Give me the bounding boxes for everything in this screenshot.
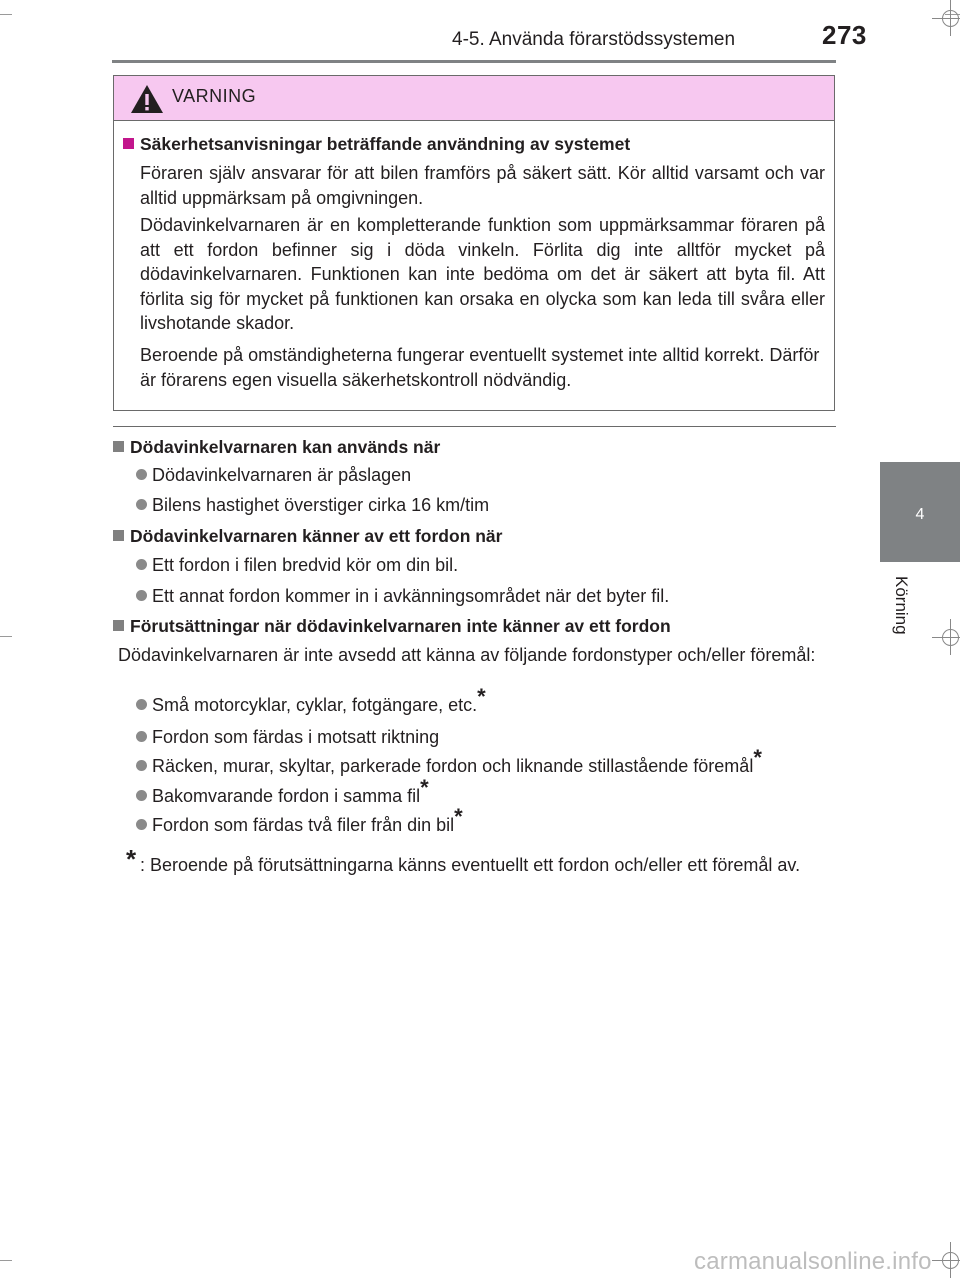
warning-heading-text: Säkerhetsanvisningar beträffande användning av systemet (140, 134, 631, 154)
registration-mark-icon (938, 6, 960, 30)
footnote-marker: * (126, 844, 137, 874)
list-item: Ett annat fordon kommer in i avkänningsområdet när det byter fil. (136, 586, 669, 607)
section-heading: Förutsättningar när dödavinkelvarnaren inte känner av ett fordon (113, 616, 671, 637)
warning-paragraph: Dödavinkelvarnaren är en kompletterande funktion som uppmärksammar föraren på att ett fordon befinner sig i döda vinkeln. Förlita dig inte alltför mycket på dödavinkelvarnaren. Funktionen kan inte bedöma om det är säkert att byta fil. Att förlita sig för mycket på funktionen kan orsaka en olycka som kan leda till svåra eller livshotande skador. (140, 215, 825, 333)
page-number: 273 (822, 20, 867, 50)
list-item: Ett fordon i filen bredvid kör om din bil. (136, 555, 458, 576)
chapter-tab (880, 462, 960, 562)
footnote-marker: * (420, 775, 429, 800)
watermark: carmanualsonline.info (694, 1248, 932, 1275)
bullet-dot-icon (136, 469, 147, 480)
footnote-marker: * (477, 684, 486, 709)
crop-mark (0, 14, 12, 15)
list-item: Små motorcyklar, cyklar, fotgängare, etc.* (136, 695, 486, 716)
crop-mark (0, 1260, 12, 1261)
registration-mark-icon (938, 625, 960, 649)
chapter-label-container (893, 576, 913, 646)
list-item: Fordon som färdas i motsatt riktning (136, 727, 439, 748)
header-rule (112, 60, 836, 63)
warning-paragraph: Beroende på omständigheterna fungerar eventuellt systemet inte alltid korrekt. Därför är förarens egen visuella säkerhetskontroll nödvändig. (140, 345, 820, 390)
footnote-marker: * (454, 804, 463, 829)
square-bullet-icon (123, 138, 134, 149)
registration-mark-icon (938, 1248, 960, 1272)
section-divider (113, 426, 836, 427)
bullet-dot-icon (136, 499, 147, 510)
section-heading: Dödavinkelvarnaren känner av ett fordon när (113, 526, 502, 547)
section-heading: Dödavinkelvarnaren kan används när (113, 437, 440, 458)
footnote-text: : Beroende på förutsättningarna känns eventuellt ett fordon och/eller ett föremål av. (140, 855, 801, 875)
list-item: Fordon som färdas två filer från din bil* (136, 815, 463, 836)
section-title: 4-5. Använda förarstödssystemen (452, 29, 736, 50)
square-bullet-icon (113, 530, 124, 541)
bullet-dot-icon (136, 590, 147, 601)
bullet-dot-icon (136, 559, 147, 570)
warning-heading (123, 134, 630, 155)
warning-paragraph: Föraren själv ansvarar för att bilen framförs på säkert sätt. Kör alltid varsamt och var alltid uppmärksam på omgivningen. (140, 163, 825, 208)
square-bullet-icon (113, 441, 124, 452)
footnote-marker: * (753, 745, 762, 770)
chapter-label: Körning (892, 576, 911, 635)
square-bullet-icon (113, 620, 124, 631)
bullet-dot-icon (136, 819, 147, 830)
warning-label: VARNING (172, 86, 257, 106)
bullet-dot-icon (136, 699, 147, 710)
crop-mark (0, 636, 12, 637)
bullet-dot-icon (136, 731, 147, 742)
list-item: Bilens hastighet överstiger cirka 16 km/tim (136, 495, 489, 516)
section-intro: Dödavinkelvarnaren är inte avsedd att känna av följande fordonstyper och/eller föremål: (118, 645, 816, 665)
bullet-dot-icon (136, 760, 147, 771)
bullet-dot-icon (136, 790, 147, 801)
warning-triangle-icon (130, 84, 164, 114)
chapter-number: 4 (915, 506, 925, 523)
list-item: Dödavinkelvarnaren är påslagen (136, 465, 411, 486)
list-item: Bakomvarande fordon i samma fil* (136, 786, 429, 807)
list-item: Räcken, murar, skyltar, parkerade fordon och liknande stillastående föremål* (136, 756, 762, 777)
